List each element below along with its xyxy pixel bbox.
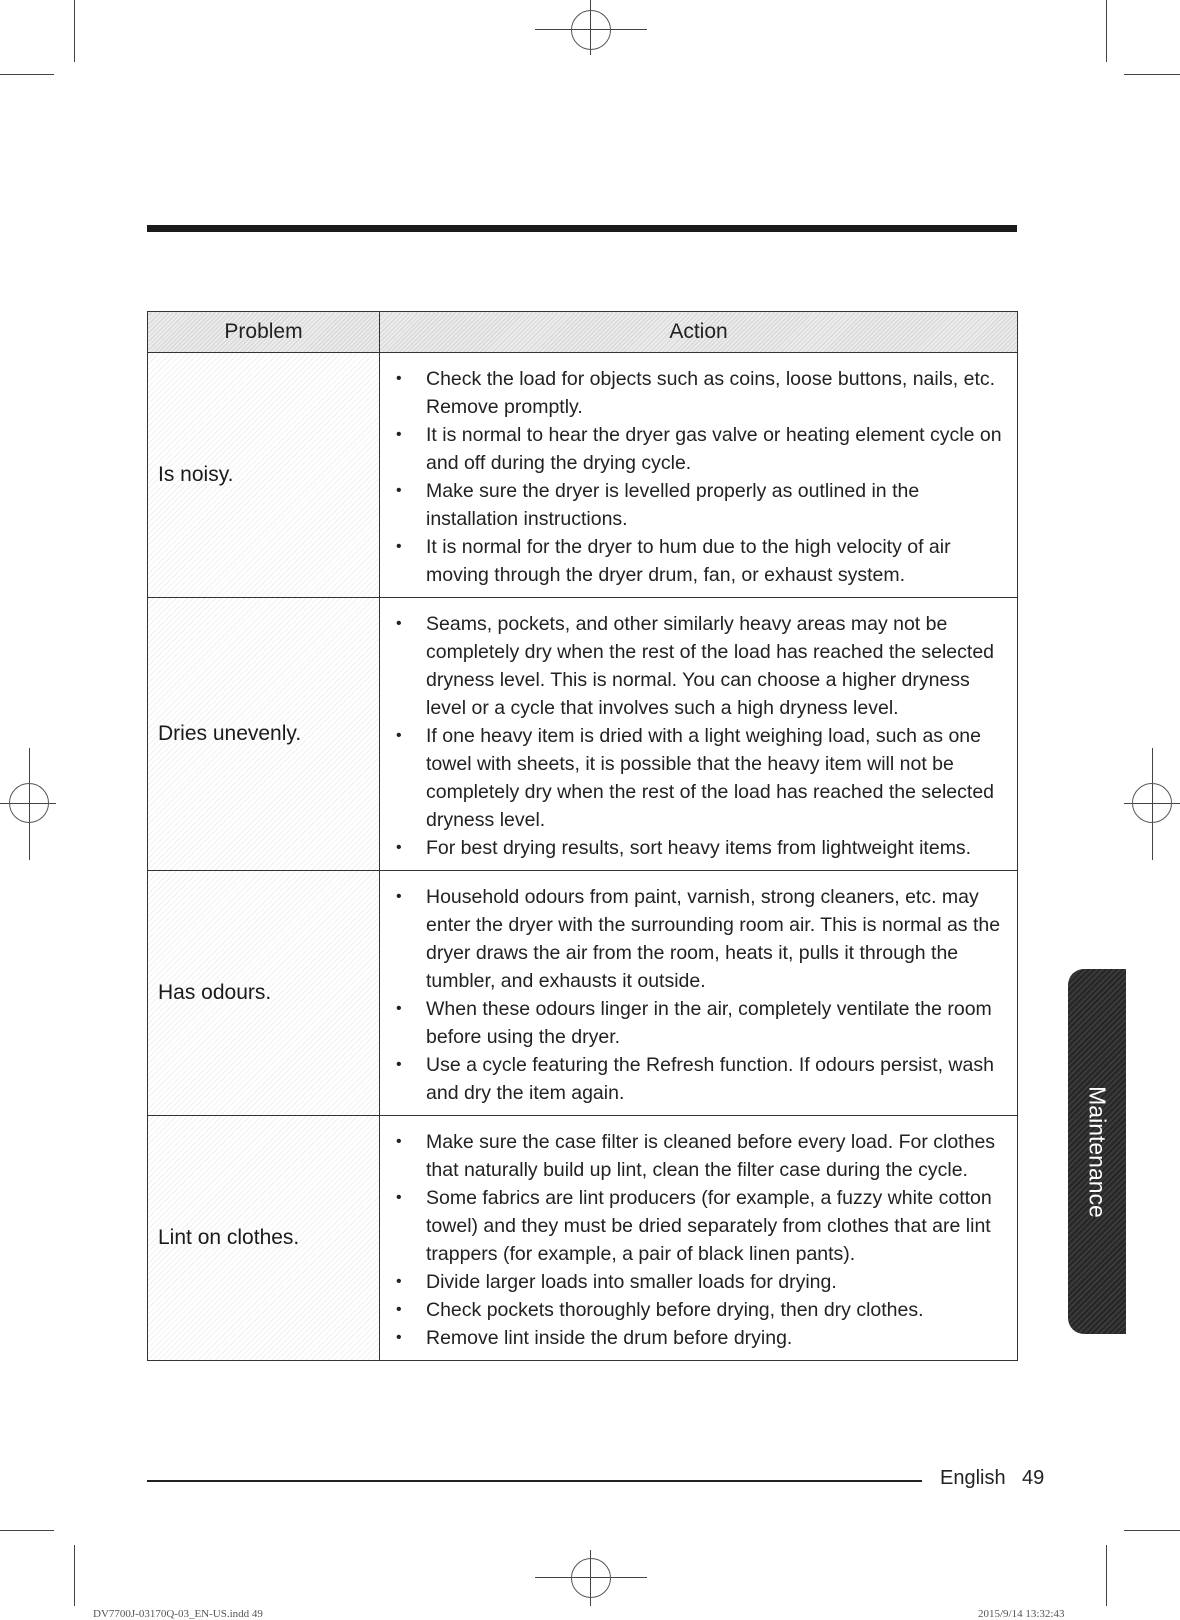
- crop-mark: [0, 74, 54, 75]
- table-row: [148, 598, 1018, 871]
- action-list: [380, 871, 1017, 1115]
- crop-mark: [1106, 0, 1107, 62]
- action-cell: [380, 871, 1018, 1116]
- print-slug-timestamp: 2015/9/14 13:32:43: [978, 1608, 1065, 1620]
- crop-mark: [1124, 74, 1180, 75]
- problem-cell: Lint on clothes.: [148, 1116, 380, 1361]
- table-row: [148, 871, 1018, 1116]
- registration-target: [9, 783, 49, 823]
- action-cell: [380, 353, 1018, 598]
- action-item: • Household odours from paint, varnish, strong cleaners, etc. may enter the dryer with the surrounding room air. This is normal as the dryer draws the air from the room, heats it, pulls it through the tumbler, and exhausts it outside.: [426, 883, 1007, 995]
- action-item: • When these odours linger in the air, completely ventilate the room before using the dryer.: [426, 995, 1007, 1051]
- problem-cell: Has odours.: [148, 871, 380, 1116]
- table-header-row: [148, 312, 1018, 353]
- header-rule: [147, 225, 1017, 232]
- action-item: • Seams, pockets, and other similarly heavy areas may not be completely dry when the rest of the load has reached the selected dryness level. This is normal. You can choose a higher dryness level or a cycle that involves such a high dryness level.: [426, 610, 1007, 722]
- action-list: [380, 353, 1017, 597]
- registration-target: [1132, 783, 1172, 823]
- action-item: • Remove lint inside the drum before drying.: [426, 1324, 1007, 1352]
- problem-column-header: Problem: [148, 312, 380, 353]
- troubleshooting-table: [147, 311, 1018, 1361]
- footer-rule: [147, 1480, 922, 1482]
- action-item: • For best drying results, sort heavy items from lightweight items.: [426, 834, 1007, 862]
- action-item: • It is normal to hear the dryer gas valve or heating element cycle on and off during the drying cycle.: [426, 421, 1007, 477]
- action-cell: [380, 1116, 1018, 1361]
- crop-mark: [0, 1530, 54, 1531]
- registration-target: [571, 10, 611, 50]
- action-item: • Check the load for objects such as coins, loose buttons, nails, etc. Remove promptly.: [426, 365, 1007, 421]
- action-item: • Divide larger loads into smaller loads for drying.: [426, 1268, 1007, 1296]
- action-item: • Some fabrics are lint producers (for example, a fuzzy white cotton towel) and they must be dried separately from clothes that are lint trappers (for example, a pair of black linen pants).: [426, 1184, 1007, 1268]
- action-item: • If one heavy item is dried with a light weighing load, such as one towel with sheets, it is possible that the heavy item will not be completely dry when the rest of the load has reached the selected dryness level.: [426, 722, 1007, 834]
- action-list: [380, 598, 1017, 870]
- crop-mark: [1124, 1530, 1180, 1531]
- registration-target: [571, 1558, 611, 1598]
- footer-language: English: [940, 1467, 1006, 1489]
- action-item: • Make sure the case filter is cleaned before every load. For clothes that naturally build up lint, clean the filter case during the cycle.: [426, 1128, 1007, 1184]
- crop-mark: [1106, 1545, 1107, 1606]
- action-item: • It is normal for the dryer to hum due to the high velocity of air moving through the dryer drum, fan, or exhaust system.: [426, 533, 1007, 589]
- table-row: [148, 353, 1018, 598]
- table-row: [148, 1116, 1018, 1361]
- problem-cell: Is noisy.: [148, 353, 380, 598]
- action-cell: [380, 598, 1018, 871]
- action-column-header: Action: [380, 312, 1018, 353]
- action-list: [380, 1116, 1017, 1360]
- page-number: 49: [1022, 1467, 1045, 1489]
- section-tab: [1068, 969, 1126, 1334]
- crop-mark: [74, 0, 75, 62]
- action-item: • Check pockets thoroughly before drying, then dry clothes.: [426, 1296, 1007, 1324]
- problem-cell: Dries unevenly.: [148, 598, 380, 871]
- action-item: • Use a cycle featuring the Refresh function. If odours persist, wash and dry the item again.: [426, 1051, 1007, 1107]
- action-item: • Make sure the dryer is levelled properly as outlined in the installation instructions.: [426, 477, 1007, 533]
- crop-mark: [74, 1545, 75, 1606]
- print-slug-file: DV7700J-03170Q-03_EN-US.indd 49: [93, 1608, 263, 1620]
- section-tab-label: Maintenance: [1084, 1085, 1111, 1218]
